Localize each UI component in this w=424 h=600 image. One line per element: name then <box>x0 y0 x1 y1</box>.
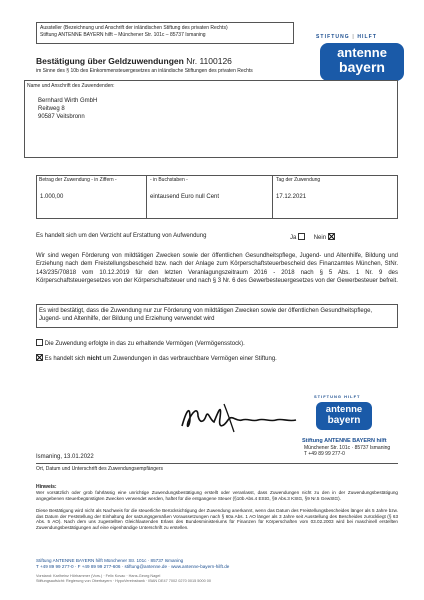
stamp-address: Münchener Str. 101c · 85737 Ismaning <box>304 445 391 451</box>
signature-caption: Ort, Datum und Unterschrift des Zuwendungsempfängers <box>36 466 164 472</box>
hinweis-p1: Wer vorsätzlich oder grob fahrlässig eine unrichtige Zuwendungsbestätigung erstellt oder veranlasst, dass Zuwendungen nicht zu den in der Zuwendungsbestätigung angegebenen steuerbegünstigten Zwecken verwendet werden, haftet für die entgangene Steuer (§10b Abs.4 EStG, §9 Abs.3 KStG, §9 Nr.5 GewStG). <box>36 490 398 501</box>
place-date: Ismaning, 13.01.2022 <box>36 454 94 460</box>
donation-date-value: 17.12.2021 <box>276 194 307 200</box>
amount-digits-value: 1.000,00 <box>40 194 64 200</box>
amount-words-value: eintausend Euro null Cent <box>150 194 220 200</box>
confirmation-text: Es wird bestätigt, dass die Zuwendung nur zur Förderung von mildtätigen Zwecken sowie der öffentlichen Gesundheitspflege, Jugend- und Altenhilfe, der Bildung und Erziehung verwendet wird <box>39 308 373 323</box>
logo-stiftung: STIFTUNG <box>316 34 350 40</box>
antenne-bayern-logo: STIFTUNG | HILFT antenne bayern <box>316 28 406 92</box>
stamp-phone: T +49 89 99 277-0 <box>304 451 345 457</box>
donor-city: 90587 Veitsbronn <box>38 114 85 120</box>
hinweis-p2: Diese Bestätigung wird nicht als Nachweis für die steuerliche Berücksichtigung der Zuwendung anerkannt, wenn das Datum des Freistellungsbescheides länger als 5 Jahre bzw. das Datum der Feststellung der Einhaltung der satzungsgemäßen Voraussetzungen nach § 60a Abs. 1 AO länger als 3 Jahre seit Ausstellung des Bescheides zurückliegt (§ 63 Abs. 5 AO). Nach dem uns zugestellten Gleichlautenden Erlass des Bundesministeriums für Finanzen für Körperschaften vom 03.02.2003 wird bei maschinell erstellten Zuwendungsbestätigungen auf eine eigenhändige Unterschrift zu erstellen. <box>36 508 398 530</box>
logo-antenne: antenne <box>337 45 387 60</box>
number-prefix: Nr. <box>186 56 198 66</box>
certificate-number: 1100126 <box>199 56 232 66</box>
donation-date-label: Tag der Zuwendung <box>276 177 321 183</box>
document-title <box>36 56 232 66</box>
handwritten-signature <box>176 396 306 434</box>
issuer-label: Aussteller (Bezeichnung und Anschrift der inländischen Stiftung des privaten Rechts) <box>40 25 228 31</box>
waiver-nein-label: Nein <box>313 235 327 241</box>
stamp-hilft: HILFT <box>344 394 361 399</box>
nein-checkbox[interactable] <box>328 233 335 240</box>
stamp-antenne: antenne <box>325 404 363 415</box>
exemption-paragraph: Wir sind wegen Förderung von mildtätigen Zwecken sowie der öffentlichen Gesundheitspflege, Jugend- und Altenhilfe, Bildung und Erziehung nach dem Freistellungsbescheid bzw. nach der Anlage zum Körperschaftsteuerbescheid des Finanzamtes München, StNr. 143/235/70818 vom 10.12.2019 für den letzten Veranlagungszeitraum 2016 - 2018 nach § 5 Abs. 1 Nr. 9 des Körperschaftsteuergesetzes von der Körperschaftsteuer und nach § 3 Nr. 6 des Gewerbesteuergesetzes von der Gewerbesteuer befreit. <box>36 253 398 284</box>
donor-label: Name und Anschrift des Zuwendenden: <box>27 83 115 89</box>
amount-digits-label: Betrag der Zuwendung - in Ziffern - <box>39 177 117 183</box>
option-not-consumable <box>34 354 277 364</box>
stamp-stiftung: STIFTUNG <box>314 394 342 399</box>
option2-post: um Zuwendungen in das verbrauchbare Vermögen einer Stiftung. <box>101 356 277 362</box>
not-consumable-checkbox[interactable] <box>36 354 43 361</box>
issuer-value: Stiftung ANTENNE BAYERN hilft – Münchener Str. 101c – 85737 Ismaning <box>40 32 206 38</box>
option1-text: Die Zuwendung erfolgte in das zu erhaltende Vermögen (Vermögensstock). <box>44 341 245 347</box>
logo-bayern: bayern <box>339 59 385 75</box>
footer-line4: Stiftungsaufsicht: Regierung von Oberbayern · HypoVereinsbank · IBAN DE47 7002 0270 0015 5000 00 <box>36 579 211 583</box>
option2-bold: nicht <box>87 356 102 362</box>
option-vermoegensstock <box>34 339 245 349</box>
signature-rule <box>36 463 398 464</box>
waiver-ja-label: Ja <box>290 235 297 241</box>
ja-checkbox[interactable] <box>298 233 305 240</box>
option2-pre: Es handelt sich <box>44 356 88 362</box>
stamp-logo <box>310 394 380 434</box>
stamp-org: Stiftung ANTENNE BAYERN hilft <box>302 438 387 444</box>
stamp-bayern: bayern <box>327 415 361 426</box>
hinweis-title: Hinweis: <box>36 484 57 490</box>
footer-line1: Stiftung ANTENNE BAYERN hilft Münchener Str. 101c · 85737 Ismaning <box>36 558 184 563</box>
footer-line3: Vorstand: Karlheinz Hörhammer (Vors.) · Felix Kovac · Hans-Georg Nagel <box>36 574 161 578</box>
waiver-text: Es handelt sich um den Verzicht auf Erstattung von Aufwendung <box>36 233 207 239</box>
vermoegensstock-checkbox[interactable] <box>36 339 43 346</box>
waiver-line <box>36 233 398 241</box>
logo-hilft: HILFT <box>357 34 377 40</box>
footer-line2: T +49 89 99 277-0 · F +49 89 99 277-606 · stiftung@antenne.de · www.antenne-bayern-hilft.de <box>36 564 230 569</box>
document-subtitle: im Sinne des § 10b des Einkommensteuergesetzes an inländische Stiftungen des privaten Rechts <box>36 68 253 74</box>
donor-name: Bernhard Wirth GmbH <box>38 98 98 104</box>
amount-words-label: - in Buchstaben - <box>150 177 188 183</box>
title-text: Bestätigung über Geldzuwendungen <box>36 56 184 66</box>
donor-street: Reitweg 8 <box>38 106 65 112</box>
